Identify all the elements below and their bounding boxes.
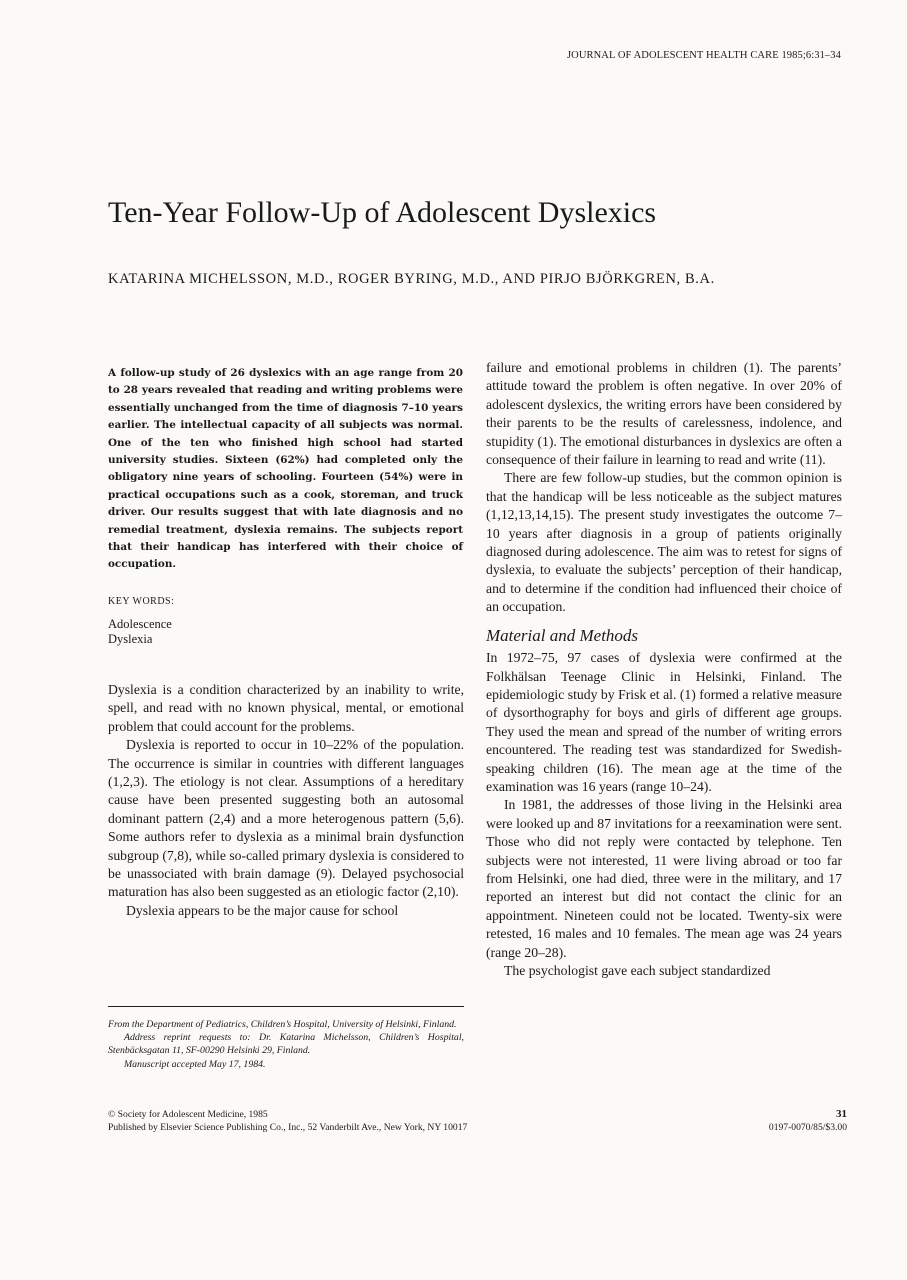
footnote-rule <box>108 1006 464 1007</box>
footnote-accepted: Manuscript accepted May 17, 1984. <box>124 1058 266 1070</box>
footnote-address: Address reprint requests to: Dr. Katarina Michelsson, Children’s Hospital, Stenbäcksgatan 11, SF-00290 Helsinki 29, Finland. <box>108 1032 464 1057</box>
article-code: 0197-0070/85/$3.00 <box>768 1122 847 1133</box>
right-column-body <box>486 359 842 980</box>
publisher-line: Published by Elsevier Science Publishing Co., Inc., 52 Vanderbilt Ave., New York, NY 10017 <box>108 1122 468 1133</box>
abstract-text: A follow-up study of 26 dyslexics with an age range from 20 to 28 years revealed that reading and writing problems were essentially unchanged from the time of diagnosis 7–10 years earlier. The intellectual capacity of all subjects was normal. One of the ten who finished high school had started university studies. Sixteen (62%) had completed only the obligatory nine years of schooling. Fourteen (54%) were in practical occupations such as a cook, storeman, and truck driver. Our results suggest that with late diagnosis and no remedial treatment, dyslexia remains. The subjects report that their handicap has interfered with their choice of occupation. <box>108 367 463 571</box>
page-number: 31 <box>836 1108 847 1120</box>
abstract <box>108 365 463 574</box>
body-paragraph: Dyslexia is reported to occur in 10–22% of the population. The occurrence is similar in countries with different languages (1,2,3). The etiology is not clear. Assumptions of a hereditary cause have been presented suggesting both an autosomal dominant pattern (2,4) and a more heterogenous pattern (5,6). Some authors refer to dyslexia as a minimal brain dysfunction subgroup (7,8), while so-called primary dyslexia is considered to be unassociated with brain damage (9). Delayed psychosocial maturation has also been suggested as an etiologic factor (2,10). <box>108 737 464 900</box>
body-paragraph: The psychologist gave each subject standardized <box>504 963 771 978</box>
body-paragraph: Dyslexia appears to be the major cause for school <box>126 902 399 918</box>
page-footer-left <box>108 1108 467 1134</box>
body-paragraph: failure and emotional problems in children (1). The parents’ attitude toward the problem is often negative. In over 20% of adolescent dyslexics, the writing errors have been considered by their parents to be the results of carelessness, indolence, and stupidity (1). The emotional disturbances in dyslexics are often a consequence of their failure in learning to read and write (11). <box>486 360 842 468</box>
body-paragraph: In 1972–75, 97 cases of dyslexia were confirmed at the Folkhälsan Teenage Clinic in Helsinki, Finland. The epidemiologic study by Frisk et al. (1) formed a relative measure of dysorthography for boys and girls of different age groups. They used the mean and spread of the number of writing errors encountered. The reading test was standardized for Swedish-speaking children (16). The mean age at the time of the examination was 16 years (range 10–24). <box>486 650 842 794</box>
article-title: Ten-Year Follow-Up of Adolescent Dyslexics <box>108 196 657 229</box>
keywords-list <box>108 617 172 647</box>
footnote <box>108 1018 464 1071</box>
keyword-item: Dyslexia <box>108 632 153 646</box>
section-heading: Material and Methods <box>486 625 639 645</box>
copyright-line: © Society for Adolescent Medicine, 1985 <box>108 1109 268 1120</box>
body-paragraph: There are few follow-up studies, but the common opinion is that the handicap will be less noticeable as the subject matures (1,12,13,14,15). The present study investigates the outcome 7–10 years after diagnosis in a group of patients originally diagnosed during adolescence. The aim was to retest for signs of dyslexia, to evaluate the subjects’ perception of their handicap, and to determine if the condition had influenced their choice of an occupation. <box>486 470 842 615</box>
left-column-body <box>108 681 464 920</box>
footnote-affiliation: From the Department of Pediatrics, Children’s Hospital, University of Helsinki, Finland. <box>108 1019 457 1030</box>
page-footer-right <box>769 1108 847 1134</box>
keyword-item: Adolescence <box>108 617 172 631</box>
body-paragraph: In 1981, the addresses of those living in the Helsinki area were looked up and 87 invitations for a reexamination were sent. Those who did not reply were contacted by telephone. Ten subjects were not interested, 11 were living abroad or too far from Helsinki, one had died, three were in the military, and 17 reported an interest but did not contact the clinic for an appointment. Nineteen could not be located. Twenty-six were retested, 16 males and 10 females. The mean age was 24 years (range 20–28). <box>486 797 842 960</box>
keywords-heading: KEY WORDS: <box>108 596 175 607</box>
author-line: KATARINA MICHELSSON, M.D., ROGER BYRING, M.D., AND PIRJO BJÖRKGREN, B.A. <box>108 271 715 287</box>
body-paragraph: Dyslexia is a condition characterized by an inability to write, spell, and read with no known physical, mental, or emotional problem that could account for the problems. <box>108 682 464 734</box>
running-head: JOURNAL OF ADOLESCENT HEALTH CARE 1985;6:31–34 <box>566 50 841 61</box>
